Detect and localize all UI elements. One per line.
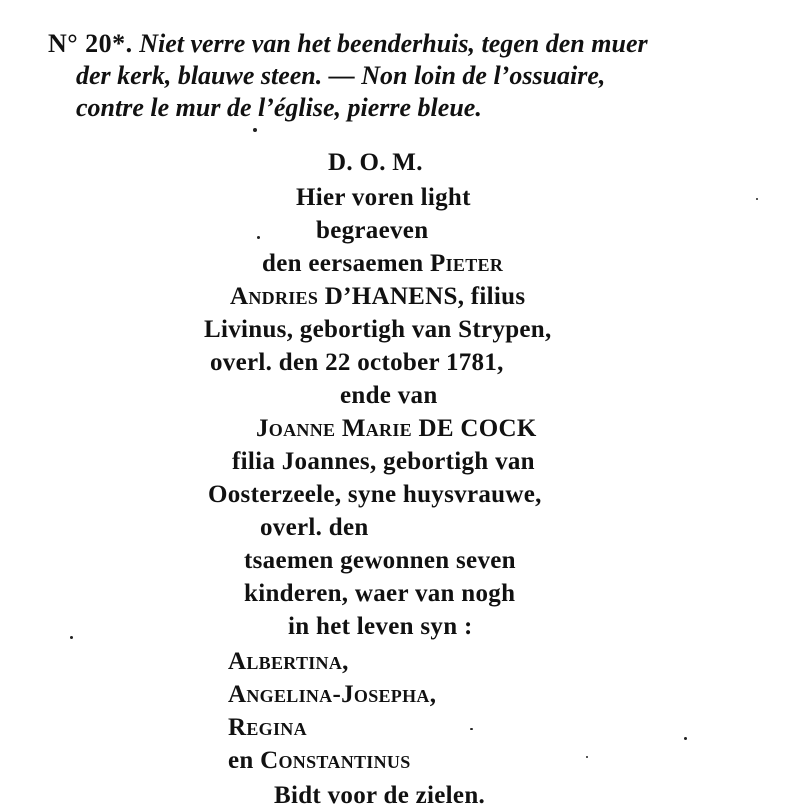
- scan-speck: [756, 198, 758, 200]
- scan-speck: [70, 636, 73, 639]
- scan-speck: [253, 128, 257, 132]
- inscription-line: Bidt voor de zielen.: [274, 782, 486, 809]
- entry-text-line-3: contre le mur de l’église, pierre bleue.: [76, 93, 482, 122]
- inscription-line: overl. den 22 october 1781,: [210, 349, 504, 376]
- inscription-line: overl. den: [260, 514, 369, 541]
- inscription-line: Livinus, gebortigh van Strypen,: [204, 316, 552, 343]
- inscription-line: Regina: [228, 714, 307, 741]
- inscription-line: Oosterzeele, syne huysvrauwe,: [208, 481, 542, 508]
- inscription-line: Albertina,: [228, 648, 349, 675]
- entry-line-1: [48, 28, 778, 60]
- inscription-line: kinderen, waer van nogh: [244, 580, 516, 607]
- inscription-line: den eersaemen Pieter: [262, 250, 504, 277]
- inscription-line-dom: D. O. M.: [328, 149, 423, 176]
- entry-number: N° 20*.: [48, 29, 133, 58]
- inscription-line: Joanne Marie DE COCK: [256, 415, 537, 442]
- inscription-line: en Constantinus: [228, 747, 411, 774]
- inscription-line: Angelina-Josepha,: [228, 681, 437, 708]
- inscription-line: filia Joannes, gebortigh van: [232, 448, 535, 475]
- scan-speck: [470, 728, 473, 730]
- inscription-line: tsaemen gewonnen seven: [244, 547, 516, 574]
- entry-header: [48, 28, 778, 124]
- scan-speck: [257, 236, 260, 239]
- inscription-line: begraeven: [316, 217, 429, 244]
- inscription-line: Hier voren light: [296, 184, 471, 211]
- inscription-line: in het leven syn :: [288, 613, 473, 640]
- entry-text-line-1: Niet verre van het beenderhuis, tegen den muer: [139, 29, 648, 58]
- inscription-line: Andries D’HANENS, filius: [230, 283, 526, 310]
- entry-text-line-2: der kerk, blauwe steen. — Non loin de l’ossuaire,: [76, 61, 606, 90]
- scan-speck: [684, 737, 687, 740]
- scan-speck: [586, 756, 588, 758]
- inscription-line: ende van: [340, 382, 438, 409]
